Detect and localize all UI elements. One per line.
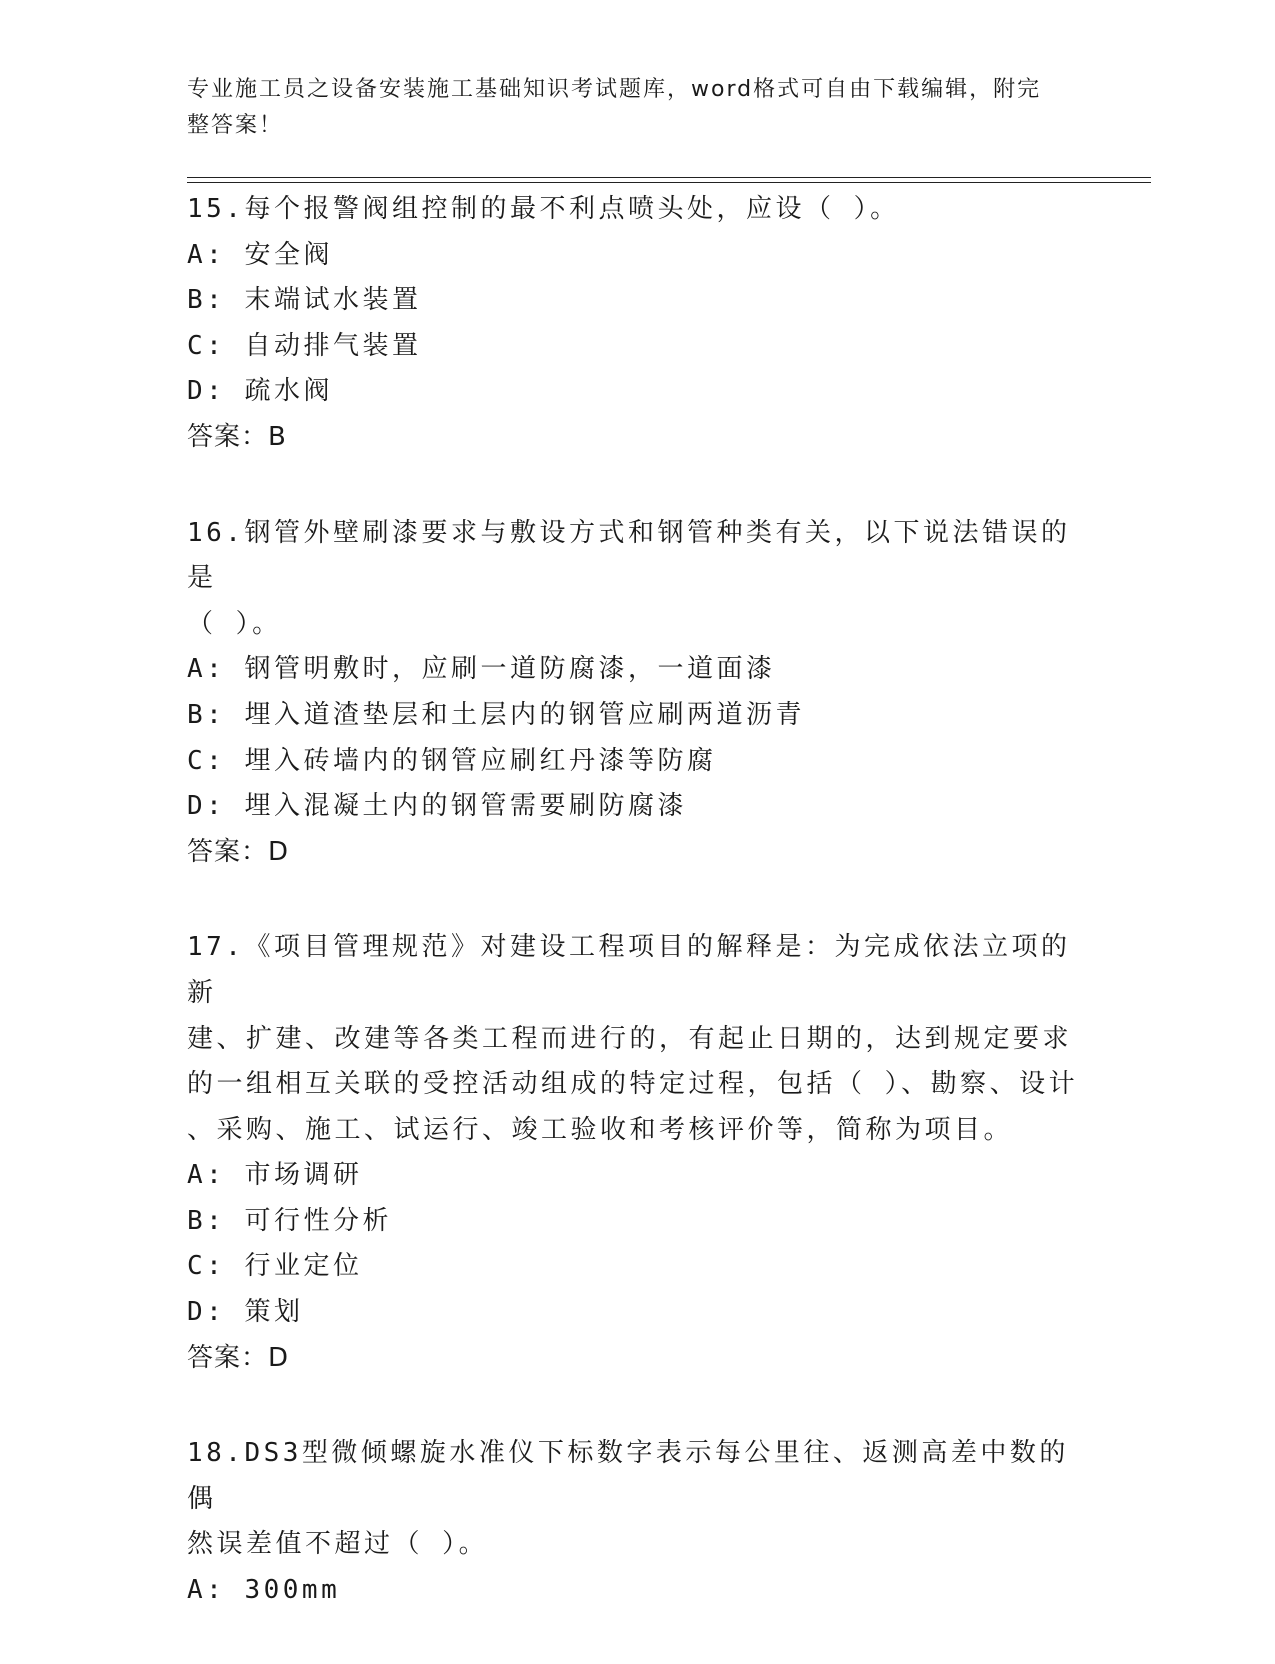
header-divider-bottom [187, 182, 1151, 183]
question-stem-line-4: 、采购、施工、试运行、竣工验收和考核评价等，简称为项目。 [187, 1114, 1014, 1145]
option-c: C: 自动排气装置 [187, 330, 422, 361]
answer: 答案：D [187, 836, 290, 867]
question-stem: 15.每个报警阀组控制的最不利点喷头处，应设（ ）。 [187, 194, 900, 224]
question-stem-line-1: 18.DS3型微倾螺旋水准仪下标数字表示每公里往、返测高差中数的偶 [187, 1438, 1069, 1514]
option-d: D: 埋入混凝土内的钢管需要刷防腐漆 [187, 791, 687, 822]
question-list [187, 187, 1087, 1664]
question-16 [187, 511, 1087, 876]
question-stem-line-2: 然误差值不超过（ ）。 [187, 1529, 489, 1560]
option-b: B: 埋入道渣垫层和土层内的钢管应刷两道沥青 [187, 699, 805, 730]
answer: 答案：D [187, 1342, 290, 1373]
question-stem-line-3: 的一组相互关联的受控活动组成的特定过程，包括（ ）、勘察、设计 [187, 1069, 1079, 1100]
question-17 [187, 925, 1087, 1381]
option-b: B: 末端试水装置 [187, 285, 422, 316]
question-18 [187, 1431, 1087, 1613]
header-divider-top [187, 177, 1151, 178]
question-stem-line-1: 16.钢管外壁刷漆要求与敷设方式和钢管种类有关，以下说法错误的是 [187, 517, 1071, 594]
option-a: A: 300mm [187, 1575, 341, 1606]
description-line-2: 整答案！ [187, 113, 284, 138]
question-stem-line-2: （ ）。 [187, 608, 282, 639]
option-d: D: 策划 [187, 1297, 304, 1328]
option-b: B: 可行性分析 [187, 1205, 392, 1236]
question-15 [187, 187, 1087, 461]
description-line-1: 专业施工员之设备安装施工基础知识考试题库，word格式可自由下载编辑，附完 [187, 77, 1042, 102]
option-d: D: 疏水阀 [187, 376, 333, 407]
question-stem-line-1: 17.《项目管理规范》对建设工程项目的解释是：为完成依法立项的新 [187, 932, 1071, 1008]
option-c: C: 行业定位 [187, 1251, 363, 1282]
question-stem-line-2: 建、扩建、改建等各类工程而进行的，有起止日期的，达到规定要求 [187, 1023, 1073, 1054]
option-a: A: 安全阀 [187, 239, 333, 270]
option-a: A: 市场调研 [187, 1160, 363, 1191]
option-c: C: 埋入砖墙内的钢管应刷红丹漆等防腐 [187, 745, 717, 776]
document-description [187, 72, 1077, 144]
option-a: A: 钢管明敷时，应刷一道防腐漆，一道面漆 [187, 654, 776, 685]
answer: 答案：B [187, 421, 287, 452]
